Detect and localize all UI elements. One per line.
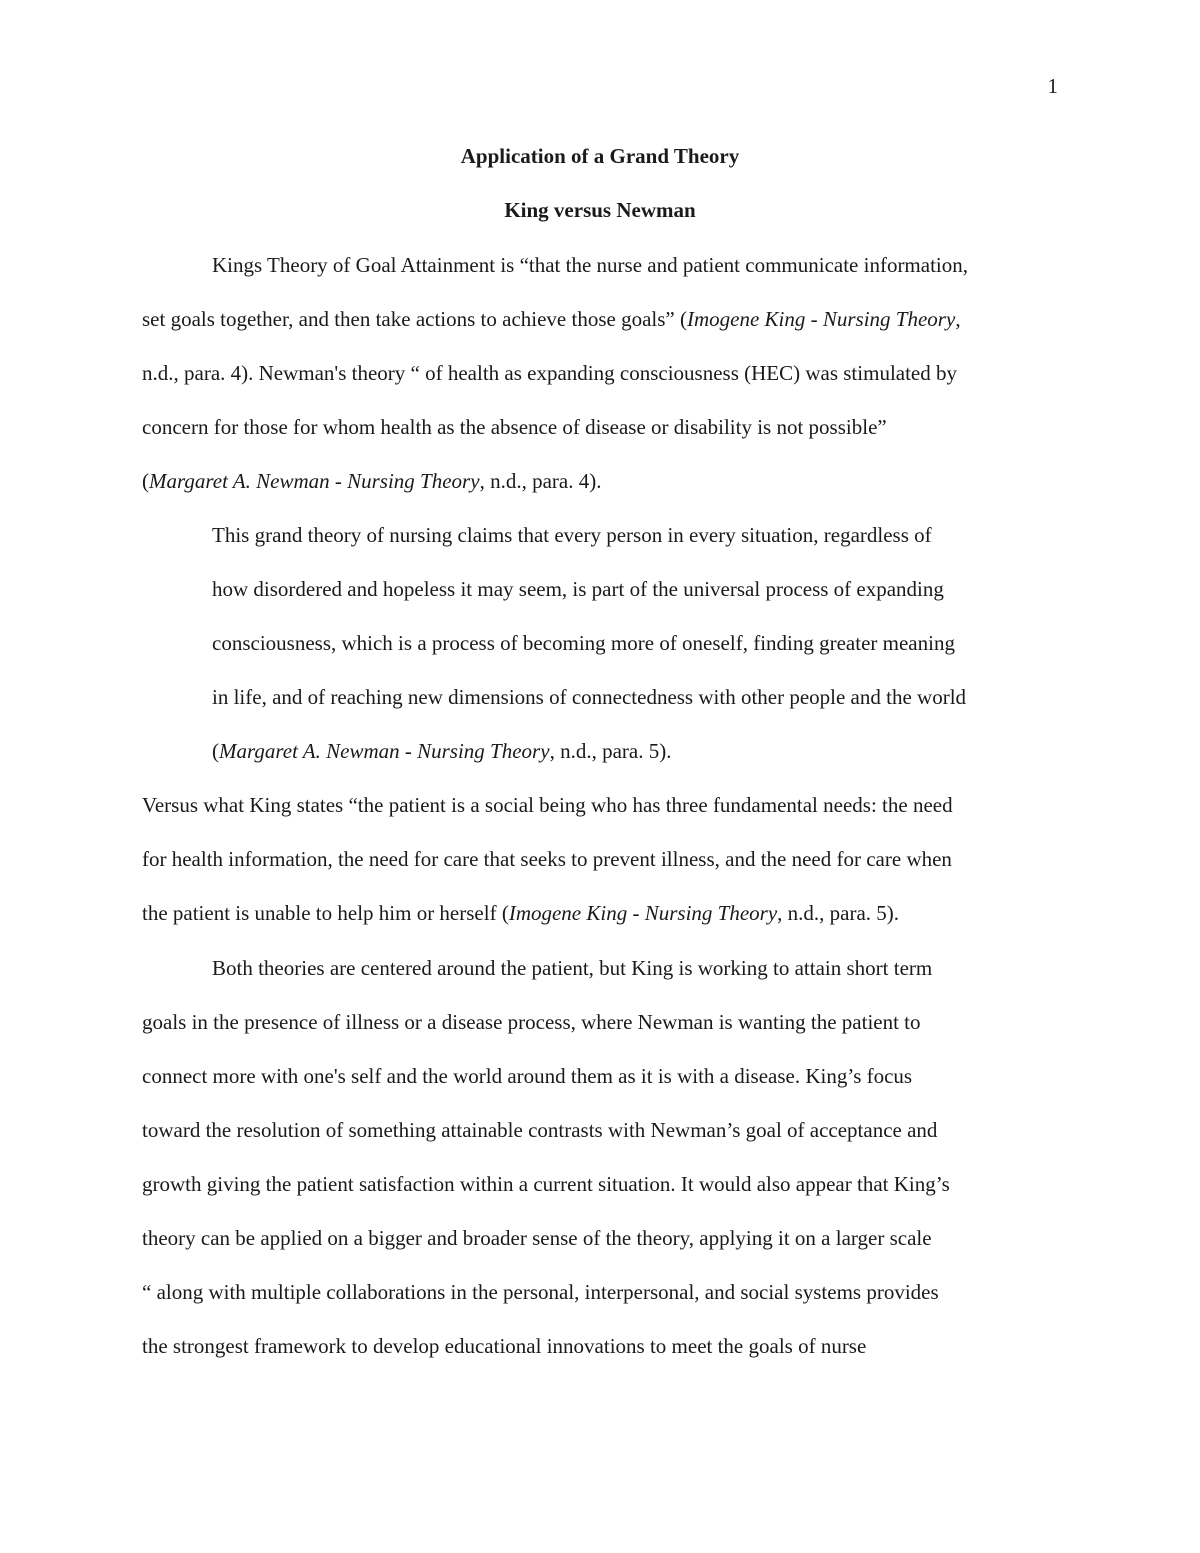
paragraph-line: goals in the presence of illness or a disease process, where Newman is wanting the patient to bbox=[142, 1010, 921, 1034]
citation-title: Imogene King - Nursing Theory bbox=[508, 901, 778, 925]
paragraph-line: toward the resolution of something attainable contrasts with Newman’s goal of acceptance and bbox=[142, 1118, 938, 1142]
paragraph-line: Both theories are centered around the patient, but King is working to attain short term bbox=[212, 956, 933, 980]
quote-line: how disordered and hopeless it may seem, is part of the universal process of expanding bbox=[212, 577, 944, 601]
paragraph-line: for health information, the need for care that seeks to prevent illness, and the need for care when bbox=[142, 847, 952, 871]
quote-line: This grand theory of nursing claims that every person in every situation, regardless of bbox=[212, 523, 932, 547]
paragraph-line: growth giving the patient satisfaction within a current situation. It would also appear that King’s bbox=[142, 1172, 950, 1196]
paragraph-line: concern for those for whom health as the absence of disease or disability is not possible” bbox=[142, 415, 887, 439]
paragraph-line: (Margaret A. Newman - Nursing Theory, n.d., para. 4). bbox=[142, 469, 602, 493]
document-subtitle: King versus Newman bbox=[504, 198, 696, 222]
document-title: Application of a Grand Theory bbox=[460, 144, 740, 168]
paragraph-line: the strongest framework to develop educational innovations to meet the goals of nurse bbox=[142, 1334, 867, 1358]
page-number: 1 bbox=[1047, 74, 1058, 98]
paragraph-line: n.d., para. 4). Newman's theory “ of health as expanding consciousness (HEC) was stimulated by bbox=[142, 361, 958, 385]
paragraph-line: theory can be applied on a bigger and broader sense of the theory, applying it on a larger scale bbox=[142, 1226, 932, 1250]
paragraph-line: set goals together, and then take actions to achieve those goals” (Imogene King - Nursing Theory, bbox=[142, 307, 961, 331]
quote-line: in life, and of reaching new dimensions of connectedness with other people and the world bbox=[212, 685, 967, 709]
paragraph-line: the patient is unable to help him or herself (Imogene King - Nursing Theory, n.d., para. 5). bbox=[142, 901, 900, 925]
paragraph-line: Versus what King states “the patient is a social being who has three fundamental needs: the need bbox=[142, 793, 953, 817]
paragraph-line: connect more with one's self and the world around them as it is with a disease. King’s focus bbox=[142, 1064, 913, 1088]
citation-title: Imogene King - Nursing Theory bbox=[686, 307, 956, 331]
paragraph-line: Kings Theory of Goal Attainment is “that the nurse and patient communicate information, bbox=[212, 253, 969, 277]
quote-line: consciousness, which is a process of becoming more of oneself, finding greater meaning bbox=[212, 631, 955, 655]
paragraph-line: “ along with multiple collaborations in the personal, interpersonal, and social systems provides bbox=[142, 1280, 939, 1304]
quote-line: (Margaret A. Newman - Nursing Theory, n.d., para. 5). bbox=[212, 739, 672, 763]
citation-title: Margaret A. Newman - Nursing Theory bbox=[219, 739, 550, 763]
citation-title: Margaret A. Newman - Nursing Theory bbox=[149, 469, 480, 493]
